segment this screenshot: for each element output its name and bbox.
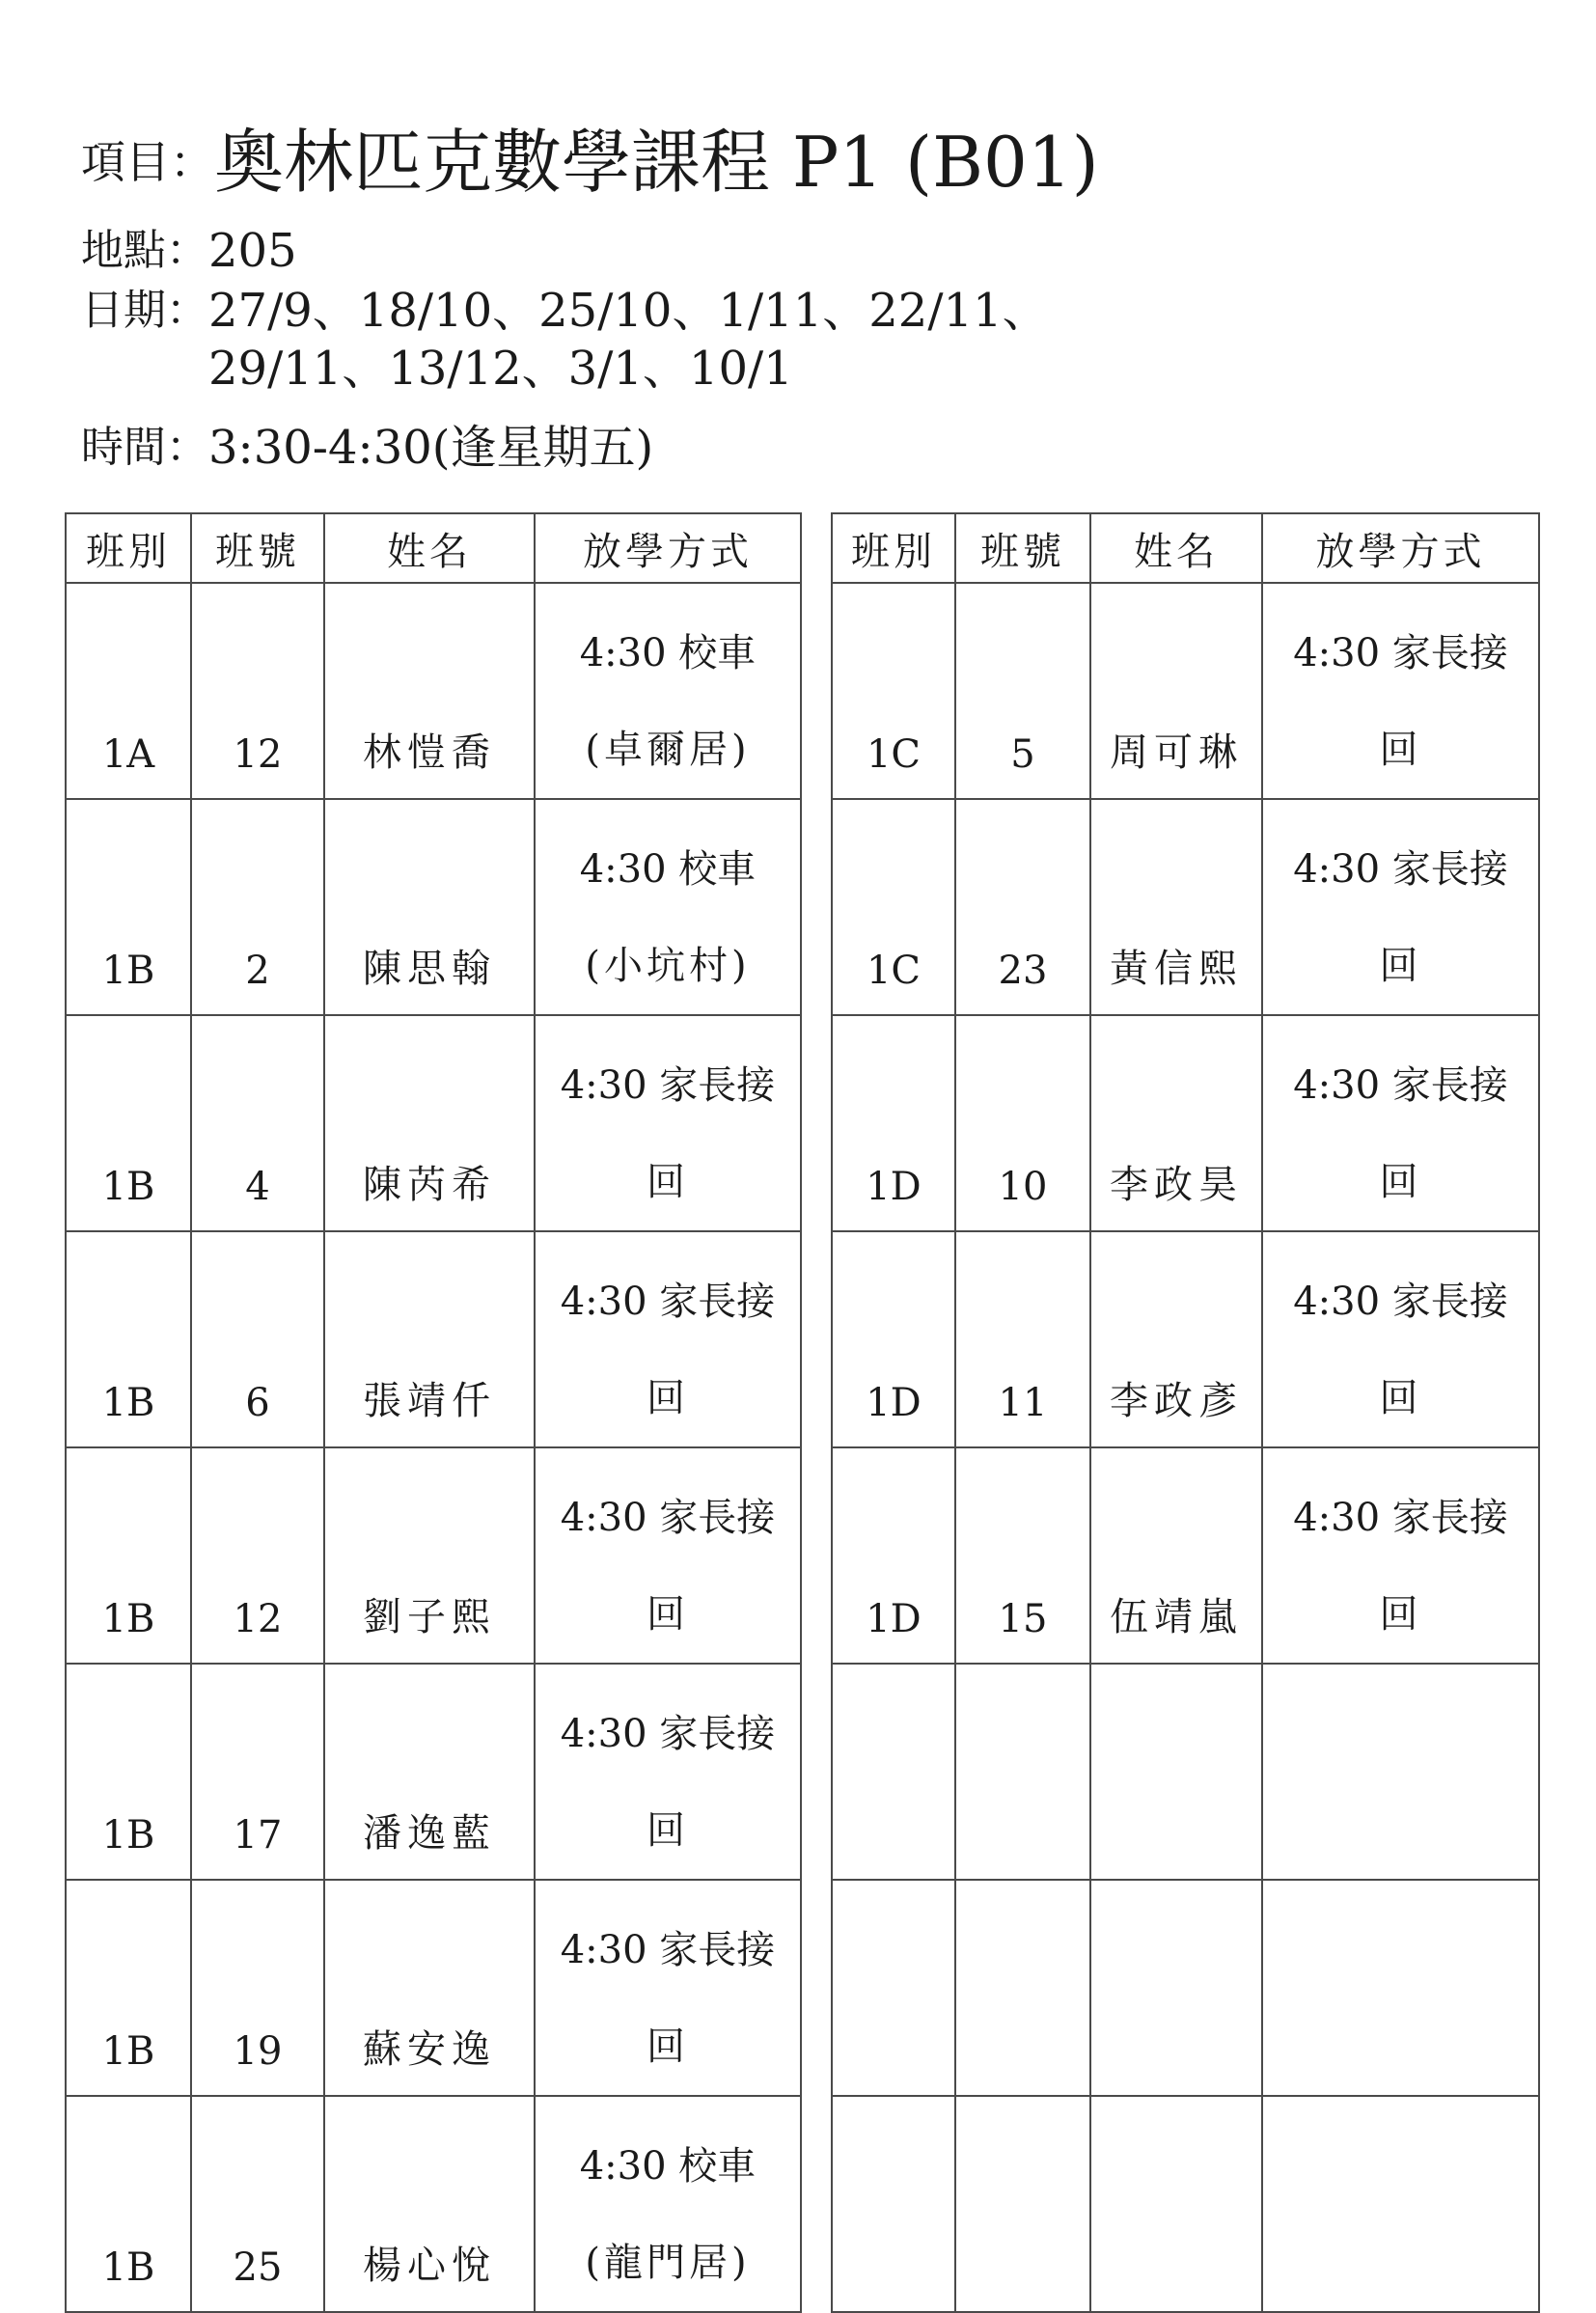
cell-dismissal	[1262, 799, 1539, 1015]
dismissal-line-1: 4:30 家長接	[560, 1063, 776, 1108]
cell-dismissal	[535, 799, 801, 1015]
dismissal-line-1: 4:30 校車	[579, 847, 757, 892]
dismissal-line-2: 回	[647, 2024, 689, 2069]
cell-number: 10	[955, 1015, 1090, 1231]
dismissal-line-2: 回	[1379, 1376, 1422, 1420]
roster-table-right	[831, 512, 1540, 2313]
cell-class: 1D	[832, 1447, 955, 1664]
cell-dismissal	[1262, 1880, 1539, 2096]
cell-name: 陳芮希	[324, 1015, 535, 1231]
dismissal-line-1: 4:30 家長接	[560, 1928, 776, 1972]
time-value: 3:30-4:30(逢星期五)	[208, 421, 654, 475]
dismissal-line-2: 回	[647, 1376, 689, 1420]
cell-name: 潘逸藍	[324, 1664, 535, 1880]
col-header-dismissal: 放學方式	[535, 513, 801, 583]
cell-dismissal	[535, 583, 801, 799]
dismissal-line-1: 4:30 家長接	[1293, 1496, 1508, 1540]
table-header-row	[66, 513, 801, 583]
location-row	[81, 222, 1509, 280]
cell-name: 周可琳	[1090, 583, 1262, 799]
item-row	[81, 116, 1509, 208]
cell-class: 1B	[66, 1664, 191, 1880]
cell-name	[1090, 1664, 1262, 1880]
dismissal-line-2: 回	[1379, 944, 1422, 988]
dismissal-line-1: 4:30 家長接	[1293, 1280, 1508, 1324]
col-header-number: 班號	[191, 513, 324, 583]
dismissal-line-1: 4:30 校車	[579, 2144, 757, 2189]
cell-name: 陳思翰	[324, 799, 535, 1015]
cell-number: 12	[191, 1447, 324, 1664]
table-row	[66, 2096, 801, 2312]
table-row	[66, 1880, 801, 2096]
cell-number: 4	[191, 1015, 324, 1231]
cell-dismissal	[1262, 583, 1539, 799]
cell-number: 19	[191, 1880, 324, 2096]
dismissal-line-2: 回	[647, 1592, 689, 1637]
dates-row	[81, 282, 1509, 398]
cell-name: 李政彥	[1090, 1231, 1262, 1447]
cell-number: 15	[955, 1447, 1090, 1664]
dates-line-1: 27/9、18/10、25/10、1/11、22/11、	[208, 284, 1049, 338]
cell-dismissal	[535, 1664, 801, 1880]
cell-number: 2	[191, 799, 324, 1015]
dismissal-line-1: 4:30 家長接	[560, 1280, 776, 1324]
table-row	[832, 799, 1539, 1015]
dismissal-line-2: 回	[647, 1808, 689, 1853]
col-header-number: 班號	[955, 513, 1090, 583]
cell-class: 1B	[66, 2096, 191, 2312]
dismissal-line-1: 4:30 家長接	[560, 1712, 776, 1756]
cell-name	[1090, 1880, 1262, 2096]
cell-class: 1B	[66, 1015, 191, 1231]
cell-name: 楊心悅	[324, 2096, 535, 2312]
cell-number: 17	[191, 1664, 324, 1880]
cell-class: 1C	[832, 799, 955, 1015]
cell-class: 1B	[66, 1231, 191, 1447]
cell-number	[955, 1664, 1090, 1880]
cell-number	[955, 2096, 1090, 2312]
cell-class: 1A	[66, 583, 191, 799]
cell-dismissal	[535, 1231, 801, 1447]
dismissal-line-1: 4:30 家長接	[1293, 847, 1508, 892]
cell-dismissal	[535, 1880, 801, 2096]
cell-dismissal	[535, 1447, 801, 1664]
time-label: 時間：	[81, 423, 208, 472]
table-row	[66, 1231, 801, 1447]
dismissal-line-2: 回	[1379, 1160, 1422, 1204]
dismissal-line-1: 4:30 校車	[579, 631, 757, 675]
cell-number	[955, 1880, 1090, 2096]
table-row	[832, 1231, 1539, 1447]
cell-name: 蘇安逸	[324, 1880, 535, 2096]
dates-line-2: 29/11、13/12、3/1、10/1	[208, 342, 793, 396]
dates-value	[208, 282, 1049, 398]
cell-name: 伍靖嵐	[1090, 1447, 1262, 1664]
dismissal-line-2: (小坑村)	[585, 944, 751, 988]
cell-name: 李政昊	[1090, 1015, 1262, 1231]
dismissal-line-1: 4:30 家長接	[560, 1496, 776, 1540]
table-row	[66, 583, 801, 799]
cell-name: 林愷喬	[324, 583, 535, 799]
table-row	[832, 583, 1539, 799]
dismissal-line-2: 回	[647, 1160, 689, 1204]
table-row	[832, 1447, 1539, 1664]
cell-number: 5	[955, 583, 1090, 799]
cell-name: 劉子熙	[324, 1447, 535, 1664]
location-value: 205	[208, 224, 297, 278]
col-header-class: 班別	[66, 513, 191, 583]
cell-dismissal	[535, 2096, 801, 2312]
col-header-class: 班別	[832, 513, 955, 583]
cell-dismissal	[1262, 1664, 1539, 1880]
dismissal-line-2: 回	[1379, 1592, 1422, 1637]
cell-number: 11	[955, 1231, 1090, 1447]
table-row	[66, 1015, 801, 1231]
cell-class: 1B	[66, 799, 191, 1015]
dates-label: 日期：	[81, 286, 208, 335]
col-header-dismissal: 放學方式	[1262, 513, 1539, 583]
col-header-name: 姓名	[324, 513, 535, 583]
table-row	[832, 1880, 1539, 2096]
table-row	[66, 799, 801, 1015]
cell-class: 1D	[832, 1231, 955, 1447]
cell-class: 1C	[832, 583, 955, 799]
cell-class	[832, 1664, 955, 1880]
time-row	[81, 419, 1509, 477]
cell-dismissal	[1262, 1231, 1539, 1447]
cell-number: 12	[191, 583, 324, 799]
dismissal-line-1: 4:30 家長接	[1293, 631, 1508, 675]
dismissal-line-1: 4:30 家長接	[1293, 1063, 1508, 1108]
cell-name: 黃信熙	[1090, 799, 1262, 1015]
cell-dismissal	[535, 1015, 801, 1231]
cell-dismissal	[1262, 1015, 1539, 1231]
table-row	[66, 1664, 801, 1880]
roster-table-left	[65, 512, 802, 2313]
dismissal-line-2: (龍門居)	[585, 2241, 751, 2285]
item-label: 項目：	[81, 136, 214, 188]
cell-number: 23	[955, 799, 1090, 1015]
table-row	[832, 2096, 1539, 2312]
table-row	[832, 1664, 1539, 1880]
dismissal-line-2: (卓爾居)	[585, 728, 751, 772]
cell-class: 1B	[66, 1880, 191, 2096]
cell-class: 1D	[832, 1015, 955, 1231]
document-header	[81, 116, 1509, 477]
course-title: 奧林匹克數學課程 P1 (B01)	[214, 122, 1099, 203]
table-row	[66, 1447, 801, 1664]
table-header-row	[832, 513, 1539, 583]
col-header-name: 姓名	[1090, 513, 1262, 583]
cell-class	[832, 2096, 955, 2312]
table-row	[832, 1015, 1539, 1231]
cell-number: 25	[191, 2096, 324, 2312]
dismissal-line-2: 回	[1379, 728, 1422, 772]
cell-name	[1090, 2096, 1262, 2312]
cell-number: 6	[191, 1231, 324, 1447]
location-label: 地點：	[81, 226, 208, 275]
cell-dismissal	[1262, 1447, 1539, 1664]
cell-class: 1B	[66, 1447, 191, 1664]
cell-dismissal	[1262, 2096, 1539, 2312]
cell-name: 張靖仟	[324, 1231, 535, 1447]
cell-class	[832, 1880, 955, 2096]
